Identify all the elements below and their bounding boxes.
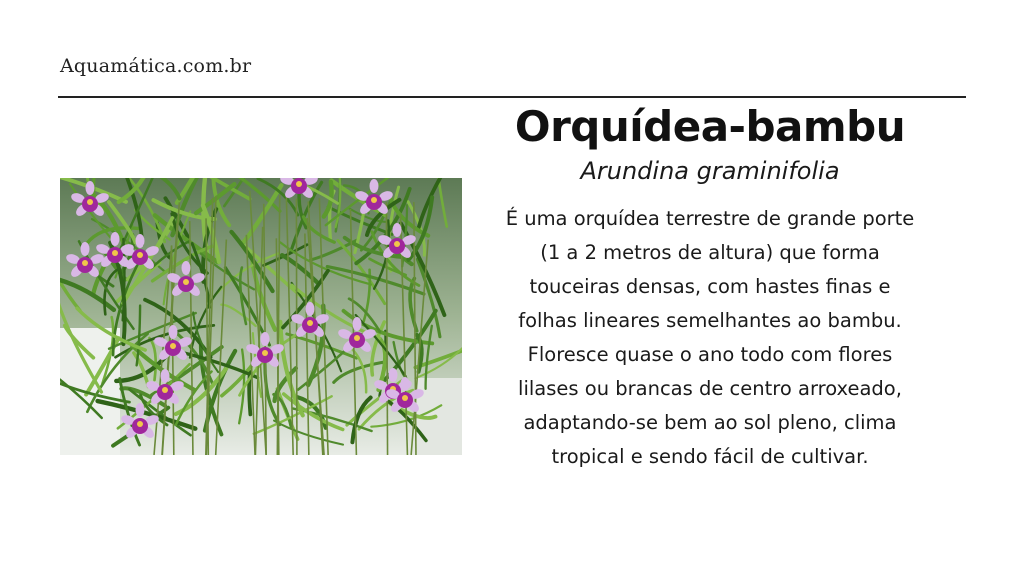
flower-petal — [305, 302, 314, 316]
text-column — [505, 100, 915, 474]
orchid-illustration — [60, 178, 462, 455]
stem — [296, 199, 297, 455]
flower-center — [402, 395, 408, 401]
flower-center — [137, 252, 143, 258]
site-name: Aquamática.com.br — [60, 55, 252, 77]
flower-petal — [80, 242, 89, 256]
flower-center — [296, 181, 302, 187]
plant-photo — [60, 178, 462, 455]
flower-petal — [352, 317, 361, 331]
plant-description: É uma orquídea terrestre de grande porte (1 a 2 metros de altura) que forma touceiras densas, com hastes finas e folhas lineares semelhantes ao bambu. Floresce quase o ano todo com flores lilases ou brancas de centro arroxeado, adaptando-se bem ao sol pleno, clima tropical e sendo fácil de cultivar. — [505, 207, 915, 468]
flower-center — [183, 279, 189, 285]
flower-petal — [181, 261, 190, 275]
flower-center — [112, 250, 118, 256]
flower-petal — [168, 325, 177, 339]
flower-center — [307, 320, 313, 326]
flower-center — [137, 421, 143, 427]
flower-center — [354, 335, 360, 341]
flower-center — [87, 199, 93, 205]
flower-petal — [369, 179, 378, 193]
header-divider — [58, 96, 966, 98]
flower-petal — [388, 368, 397, 382]
flower-petal — [392, 223, 401, 237]
flower-center — [170, 343, 176, 349]
flower-petal — [260, 332, 269, 346]
flower-petal — [135, 403, 144, 417]
flower-petal — [110, 232, 119, 246]
flower-center — [262, 350, 268, 356]
plant-scientific-name: Arundina graminifolia — [580, 157, 840, 185]
flower-petal — [135, 234, 144, 248]
flower-center — [394, 241, 400, 247]
flower-center — [371, 197, 377, 203]
flower-center — [82, 260, 88, 266]
flower-petal — [400, 377, 409, 391]
flower-petal — [85, 181, 94, 195]
plant-common-name: Orquídea-bambu — [514, 102, 906, 151]
flower-center — [162, 387, 168, 393]
flower-petal — [160, 369, 169, 383]
